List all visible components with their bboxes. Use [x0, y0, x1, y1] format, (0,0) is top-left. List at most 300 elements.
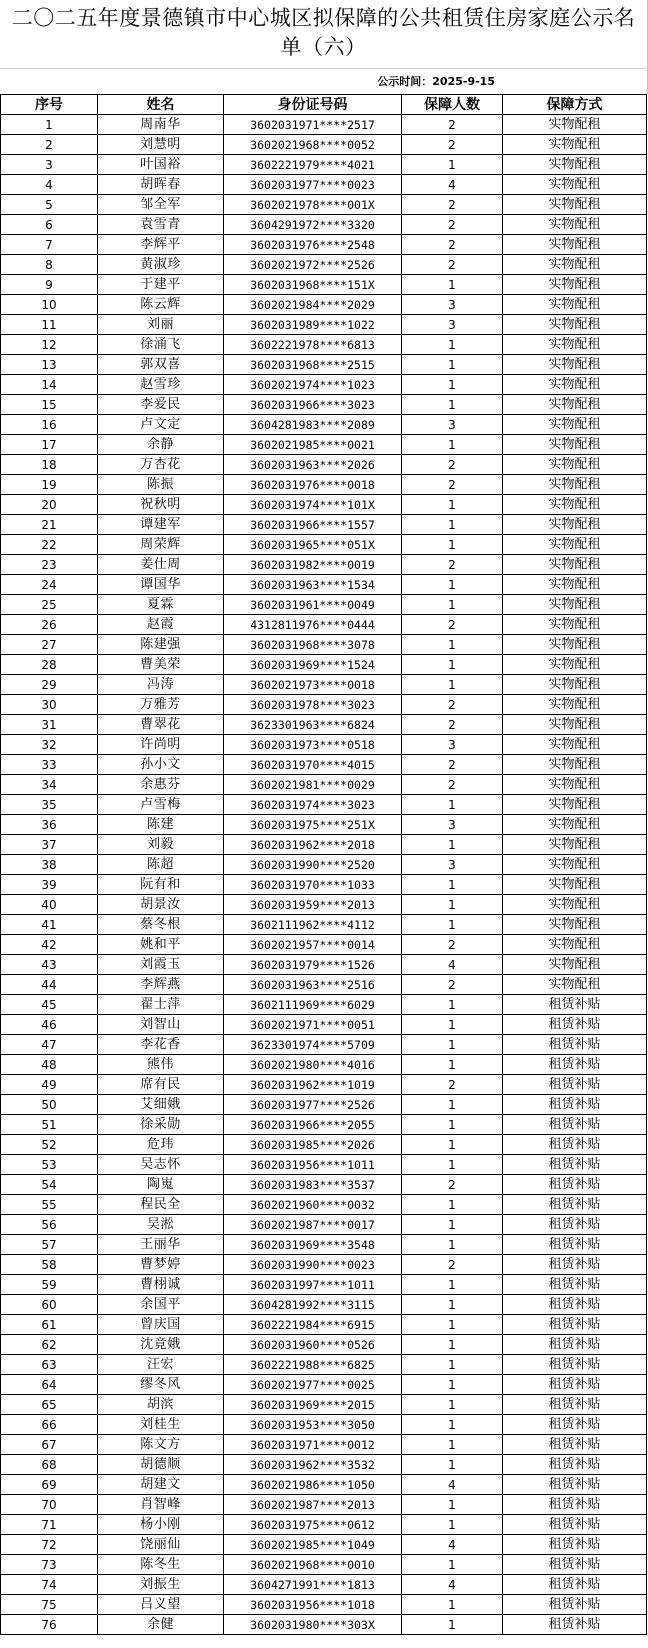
- cell-id-number: 3602031966****1557: [224, 515, 402, 535]
- cell-household-size: 2: [402, 695, 503, 715]
- cell-household-size: 1: [402, 435, 503, 455]
- cell-support-method: 实物配租: [503, 715, 647, 735]
- cell-serial: 38: [1, 855, 98, 875]
- cell-name: 余健: [98, 1615, 224, 1635]
- table-row: [1, 1235, 647, 1255]
- cell-serial: 34: [1, 775, 98, 795]
- cell-name: 曹梦婷: [98, 1255, 224, 1275]
- cell-name: 汪宏: [98, 1355, 224, 1375]
- cell-id-number: 3602031965****051X: [224, 535, 402, 555]
- cell-household-size: 1: [402, 1235, 503, 1255]
- cell-name: 胡晖春: [98, 175, 224, 195]
- cell-id-number: 3602221988****6825: [224, 1355, 402, 1375]
- cell-name: 王丽华: [98, 1235, 224, 1255]
- cell-id-number: 3602031985****2026: [224, 1135, 402, 1155]
- table-row: [1, 135, 647, 155]
- document-title: 二〇二五年度景德镇市中心城区拟保障的公共租赁住房家庭公示名单（六）: [0, 0, 648, 68]
- cell-id-number: 3602031966****3023: [224, 395, 402, 415]
- cell-name: 李辉平: [98, 235, 224, 255]
- cell-support-method: 租赁补贴: [503, 1055, 647, 1075]
- cell-household-size: 1: [402, 1055, 503, 1075]
- table-row: [1, 935, 647, 955]
- cell-name: 余国平: [98, 1295, 224, 1315]
- cell-name: 刘桂生: [98, 1415, 224, 1435]
- cell-support-method: 租赁补贴: [503, 1215, 647, 1235]
- table-row: [1, 335, 647, 355]
- cell-name: 刘霞玉: [98, 955, 224, 975]
- cell-support-method: 实物配租: [503, 355, 647, 375]
- cell-support-method: 实物配租: [503, 955, 647, 975]
- table-row: [1, 555, 647, 575]
- cell-id-number: 3602031962****2018: [224, 835, 402, 855]
- cell-serial: 25: [1, 595, 98, 615]
- cell-id-number: 3602031969****1524: [224, 655, 402, 675]
- cell-serial: 15: [1, 395, 98, 415]
- header-household-size: 保障人数: [402, 95, 503, 115]
- table-row: [1, 1155, 647, 1175]
- cell-name: 胡德顺: [98, 1455, 224, 1475]
- cell-serial: 52: [1, 1135, 98, 1155]
- cell-name: 冯涛: [98, 675, 224, 695]
- cell-name: 陈振: [98, 475, 224, 495]
- cell-serial: 65: [1, 1395, 98, 1415]
- cell-name: 邹全军: [98, 195, 224, 215]
- cell-household-size: 1: [402, 535, 503, 555]
- table-row: [1, 875, 647, 895]
- cell-name: 赵霞: [98, 615, 224, 635]
- header-id-number: 身份证号码: [224, 95, 402, 115]
- cell-serial: 6: [1, 215, 98, 235]
- cell-support-method: 租赁补贴: [503, 1575, 647, 1595]
- cell-household-size: 2: [402, 115, 503, 135]
- cell-id-number: 3602021985****0021: [224, 435, 402, 455]
- cell-name: 席有民: [98, 1075, 224, 1095]
- table-row: [1, 1095, 647, 1115]
- cell-support-method: 租赁补贴: [503, 1475, 647, 1495]
- table-row: [1, 255, 647, 275]
- table-row: [1, 315, 647, 335]
- table-row: [1, 175, 647, 195]
- cell-household-size: 1: [402, 1515, 503, 1535]
- cell-support-method: 实物配租: [503, 815, 647, 835]
- table-row: [1, 775, 647, 795]
- cell-serial: 53: [1, 1155, 98, 1175]
- cell-name: 刘丽: [98, 315, 224, 335]
- cell-household-size: 2: [402, 195, 503, 215]
- cell-support-method: 实物配租: [503, 475, 647, 495]
- cell-id-number: 3602021977****0025: [224, 1375, 402, 1395]
- header-serial: 序号: [1, 95, 98, 115]
- table-row: [1, 1075, 647, 1095]
- table-row: [1, 395, 647, 415]
- cell-id-number: 3602031968****2515: [224, 355, 402, 375]
- cell-serial: 54: [1, 1175, 98, 1195]
- cell-id-number: 3602021968****0052: [224, 135, 402, 155]
- table-row: [1, 1055, 647, 1075]
- cell-id-number: 3602031979****1526: [224, 955, 402, 975]
- cell-support-method: 实物配租: [503, 675, 647, 695]
- table-row: [1, 1135, 647, 1155]
- cell-name: 万雅芳: [98, 695, 224, 715]
- cell-name: 艾细娥: [98, 1095, 224, 1115]
- cell-support-method: 租赁补贴: [503, 1315, 647, 1335]
- cell-household-size: 1: [402, 335, 503, 355]
- cell-serial: 49: [1, 1075, 98, 1095]
- cell-id-number: 3604281992****3115: [224, 1295, 402, 1315]
- cell-support-method: 租赁补贴: [503, 1115, 647, 1135]
- cell-name: 陈冬生: [98, 1555, 224, 1575]
- cell-serial: 11: [1, 315, 98, 335]
- header-name: 姓名: [98, 95, 224, 115]
- cell-serial: 50: [1, 1095, 98, 1115]
- header-support-method: 保障方式: [503, 95, 647, 115]
- table-row: [1, 1375, 647, 1395]
- cell-household-size: 1: [402, 795, 503, 815]
- cell-support-method: 实物配租: [503, 775, 647, 795]
- cell-name: 翟士萍: [98, 995, 224, 1015]
- cell-id-number: 3602021968****0010: [224, 1555, 402, 1575]
- cell-id-number: 3602031980****303X: [224, 1615, 402, 1635]
- cell-name: 袁雪青: [98, 215, 224, 235]
- cell-support-method: 实物配租: [503, 395, 647, 415]
- cell-name: 饶丽仙: [98, 1535, 224, 1555]
- cell-id-number: 3602031982****0019: [224, 555, 402, 575]
- table-row: [1, 515, 647, 535]
- cell-household-size: 1: [402, 1495, 503, 1515]
- cell-support-method: 租赁补贴: [503, 1415, 647, 1435]
- cell-support-method: 租赁补贴: [503, 1155, 647, 1175]
- table-row: [1, 155, 647, 175]
- table-row: [1, 1335, 647, 1355]
- cell-household-size: 3: [402, 735, 503, 755]
- cell-household-size: 3: [402, 415, 503, 435]
- cell-serial: 8: [1, 255, 98, 275]
- table-row: [1, 1555, 647, 1575]
- cell-household-size: 2: [402, 1175, 503, 1195]
- table-row: [1, 1455, 647, 1475]
- cell-serial: 44: [1, 975, 98, 995]
- cell-serial: 16: [1, 415, 98, 435]
- cell-id-number: 3602031970****4015: [224, 755, 402, 775]
- cell-support-method: 实物配租: [503, 135, 647, 155]
- cell-household-size: 1: [402, 1595, 503, 1615]
- cell-id-number: 3602031977****0023: [224, 175, 402, 195]
- cell-household-size: 1: [402, 1555, 503, 1575]
- cell-household-size: 1: [402, 995, 503, 1015]
- cell-serial: 40: [1, 895, 98, 915]
- table-row: [1, 915, 647, 935]
- cell-serial: 18: [1, 455, 98, 475]
- cell-id-number: 3602031971****0012: [224, 1435, 402, 1455]
- cell-name: 黄淑珍: [98, 255, 224, 275]
- cell-support-method: 实物配租: [503, 235, 647, 255]
- cell-serial: 24: [1, 575, 98, 595]
- cell-support-method: 实物配租: [503, 555, 647, 575]
- table-row: [1, 1535, 647, 1555]
- cell-support-method: 实物配租: [503, 155, 647, 175]
- cell-serial: 67: [1, 1435, 98, 1455]
- cell-id-number: 3602031983****3537: [224, 1175, 402, 1195]
- cell-name: 祝秋明: [98, 495, 224, 515]
- cell-household-size: 2: [402, 555, 503, 575]
- cell-household-size: 2: [402, 455, 503, 475]
- cell-household-size: 2: [402, 215, 503, 235]
- table-row: [1, 355, 647, 375]
- cell-household-size: 1: [402, 1135, 503, 1155]
- table-row: [1, 535, 647, 555]
- cell-serial: 64: [1, 1375, 98, 1395]
- cell-serial: 5: [1, 195, 98, 215]
- cell-name: 曾庆国: [98, 1315, 224, 1335]
- cell-serial: 45: [1, 995, 98, 1015]
- cell-name: 曹美荣: [98, 655, 224, 675]
- cell-household-size: 1: [402, 575, 503, 595]
- cell-household-size: 1: [402, 375, 503, 395]
- cell-support-method: 租赁补贴: [503, 1295, 647, 1315]
- table-row: [1, 215, 647, 235]
- table-row: [1, 475, 647, 495]
- cell-serial: 76: [1, 1615, 98, 1635]
- cell-serial: 59: [1, 1275, 98, 1295]
- cell-household-size: 3: [402, 315, 503, 335]
- cell-name: 吴志怀: [98, 1155, 224, 1175]
- cell-household-size: 1: [402, 1215, 503, 1235]
- cell-support-method: 实物配租: [503, 615, 647, 635]
- cell-id-number: 3602031963****1534: [224, 575, 402, 595]
- cell-id-number: 3602021957****0014: [224, 935, 402, 955]
- cell-id-number: 3602031963****2516: [224, 975, 402, 995]
- cell-support-method: 实物配租: [503, 335, 647, 355]
- cell-household-size: 2: [402, 1255, 503, 1275]
- cell-serial: 68: [1, 1455, 98, 1475]
- cell-household-size: 1: [402, 1615, 503, 1635]
- cell-name: 余惠芬: [98, 775, 224, 795]
- cell-name: 曹翠花: [98, 715, 224, 735]
- cell-support-method: 实物配租: [503, 255, 647, 275]
- cell-name: 蔡冬根: [98, 915, 224, 935]
- cell-household-size: 1: [402, 1335, 503, 1355]
- cell-serial: 71: [1, 1515, 98, 1535]
- cell-serial: 61: [1, 1315, 98, 1335]
- cell-id-number: 3602031973****0518: [224, 735, 402, 755]
- cell-id-number: 3602031953****3050: [224, 1415, 402, 1435]
- cell-support-method: 实物配租: [503, 435, 647, 455]
- cell-household-size: 1: [402, 1435, 503, 1455]
- cell-id-number: 3602111969****6029: [224, 995, 402, 1015]
- cell-household-size: 2: [402, 255, 503, 275]
- cell-support-method: 租赁补贴: [503, 1235, 647, 1255]
- cell-name: 刘振生: [98, 1575, 224, 1595]
- cell-household-size: 1: [402, 1315, 503, 1335]
- cell-name: 赵雪珍: [98, 375, 224, 395]
- cell-serial: 58: [1, 1255, 98, 1275]
- cell-name: 郭双喜: [98, 355, 224, 375]
- cell-serial: 21: [1, 515, 98, 535]
- cell-support-method: 实物配租: [503, 455, 647, 475]
- cell-household-size: 2: [402, 715, 503, 735]
- cell-name: 李爱民: [98, 395, 224, 415]
- cell-household-size: 1: [402, 675, 503, 695]
- cell-support-method: 租赁补贴: [503, 1375, 647, 1395]
- table-row: [1, 595, 647, 615]
- cell-serial: 57: [1, 1235, 98, 1255]
- cell-household-size: 1: [402, 875, 503, 895]
- cell-serial: 13: [1, 355, 98, 375]
- table-row: [1, 195, 647, 215]
- cell-id-number: 3602021986****1050: [224, 1475, 402, 1495]
- cell-household-size: 2: [402, 135, 503, 155]
- cell-id-number: 3602031971****2517: [224, 115, 402, 135]
- table-row: [1, 1275, 647, 1295]
- cell-serial: 35: [1, 795, 98, 815]
- cell-household-size: 1: [402, 1415, 503, 1435]
- cell-id-number: 3604281983****2089: [224, 415, 402, 435]
- cell-serial: 73: [1, 1555, 98, 1575]
- cell-serial: 37: [1, 835, 98, 855]
- table-row: [1, 955, 647, 975]
- cell-serial: 60: [1, 1295, 98, 1315]
- cell-household-size: 1: [402, 1455, 503, 1475]
- cell-name: 万杏花: [98, 455, 224, 475]
- cell-household-size: 1: [402, 1115, 503, 1135]
- table-row: [1, 755, 647, 775]
- cell-household-size: 2: [402, 775, 503, 795]
- table-row: [1, 1395, 647, 1415]
- cell-name: 孙小文: [98, 755, 224, 775]
- cell-support-method: 实物配租: [503, 175, 647, 195]
- cell-support-method: 租赁补贴: [503, 1515, 647, 1535]
- cell-name: 徐涌飞: [98, 335, 224, 355]
- cell-name: 陈文方: [98, 1435, 224, 1455]
- table-row: [1, 815, 647, 835]
- cell-name: 谭建军: [98, 515, 224, 535]
- cell-name: 许尚明: [98, 735, 224, 755]
- cell-id-number: 3602021980****4016: [224, 1055, 402, 1075]
- cell-serial: 27: [1, 635, 98, 655]
- cell-name: 夏霖: [98, 595, 224, 615]
- cell-id-number: 3602031963****2026: [224, 455, 402, 475]
- cell-id-number: 3602021987****2013: [224, 1495, 402, 1515]
- cell-name: 姜仕周: [98, 555, 224, 575]
- table-row: [1, 855, 647, 875]
- cell-serial: 55: [1, 1195, 98, 1215]
- cell-id-number: 3602031962****1019: [224, 1075, 402, 1095]
- table-row: [1, 1255, 647, 1275]
- cell-name: 危玮: [98, 1135, 224, 1155]
- table-header-row: [1, 95, 647, 115]
- cell-serial: 39: [1, 875, 98, 895]
- table-row: [1, 455, 647, 475]
- cell-support-method: 租赁补贴: [503, 1335, 647, 1355]
- cell-household-size: 2: [402, 475, 503, 495]
- cell-household-size: 1: [402, 395, 503, 415]
- cell-support-method: 租赁补贴: [503, 1035, 647, 1055]
- table-row: [1, 295, 647, 315]
- cell-id-number: 3602221984****6915: [224, 1315, 402, 1335]
- cell-support-method: 租赁补贴: [503, 1175, 647, 1195]
- cell-serial: 30: [1, 695, 98, 715]
- cell-id-number: 3602031969****2015: [224, 1395, 402, 1415]
- cell-support-method: 租赁补贴: [503, 1395, 647, 1415]
- cell-id-number: 3602031970****1033: [224, 875, 402, 895]
- cell-support-method: 租赁补贴: [503, 1355, 647, 1375]
- cell-household-size: 1: [402, 1015, 503, 1035]
- table-row: [1, 1015, 647, 1035]
- cell-id-number: 3602031974****3023: [224, 795, 402, 815]
- cell-serial: 47: [1, 1035, 98, 1055]
- cell-serial: 29: [1, 675, 98, 695]
- cell-household-size: 1: [402, 895, 503, 915]
- cell-support-method: 租赁补贴: [503, 1435, 647, 1455]
- cell-serial: 7: [1, 235, 98, 255]
- table-row: [1, 1215, 647, 1235]
- cell-household-size: 1: [402, 515, 503, 535]
- cell-id-number: 3602031956****1011: [224, 1155, 402, 1175]
- cell-serial: 51: [1, 1115, 98, 1135]
- table-row: [1, 1475, 647, 1495]
- cell-household-size: 1: [402, 1395, 503, 1415]
- cell-serial: 1: [1, 115, 98, 135]
- cell-serial: 17: [1, 435, 98, 455]
- cell-household-size: 1: [402, 1355, 503, 1375]
- table-row: [1, 675, 647, 695]
- cell-household-size: 2: [402, 975, 503, 995]
- cell-household-size: 2: [402, 755, 503, 775]
- cell-name: 叶国裕: [98, 155, 224, 175]
- cell-serial: 4: [1, 175, 98, 195]
- cell-name: 陈云辉: [98, 295, 224, 315]
- cell-household-size: 1: [402, 655, 503, 675]
- cell-serial: 19: [1, 475, 98, 495]
- cell-name: 吴淞: [98, 1215, 224, 1235]
- cell-id-number: 3602111962****4112: [224, 915, 402, 935]
- cell-serial: 66: [1, 1415, 98, 1435]
- cell-id-number: 3602031962****3532: [224, 1455, 402, 1475]
- table-row: [1, 1595, 647, 1615]
- cell-serial: 74: [1, 1575, 98, 1595]
- cell-support-method: 实物配租: [503, 915, 647, 935]
- cell-support-method: 租赁补贴: [503, 1555, 647, 1575]
- cell-support-method: 租赁补贴: [503, 1455, 647, 1475]
- cell-household-size: 1: [402, 495, 503, 515]
- cell-serial: 70: [1, 1495, 98, 1515]
- cell-household-size: 1: [402, 355, 503, 375]
- cell-id-number: 3602031989****1022: [224, 315, 402, 335]
- cell-support-method: 实物配租: [503, 795, 647, 815]
- cell-serial: 69: [1, 1475, 98, 1495]
- cell-serial: 42: [1, 935, 98, 955]
- cell-serial: 32: [1, 735, 98, 755]
- table-row: [1, 435, 647, 455]
- cell-id-number: 3602021987****0017: [224, 1215, 402, 1235]
- cell-support-method: 实物配租: [503, 275, 647, 295]
- notice-time: 公示时间：2025-9-15: [0, 68, 648, 94]
- cell-household-size: 1: [402, 275, 503, 295]
- cell-id-number: 3602031990****2520: [224, 855, 402, 875]
- cell-support-method: 实物配租: [503, 495, 647, 515]
- cell-name: 谭国华: [98, 575, 224, 595]
- cell-support-method: 实物配租: [503, 655, 647, 675]
- cell-household-size: 1: [402, 1275, 503, 1295]
- cell-support-method: 租赁补贴: [503, 1495, 647, 1515]
- cell-support-method: 租赁补贴: [503, 1195, 647, 1215]
- cell-support-method: 实物配租: [503, 115, 647, 135]
- cell-support-method: 实物配租: [503, 695, 647, 715]
- cell-support-method: 实物配租: [503, 875, 647, 895]
- cell-support-method: 实物配租: [503, 975, 647, 995]
- table-row: [1, 1175, 647, 1195]
- cell-id-number: 3602021984****2029: [224, 295, 402, 315]
